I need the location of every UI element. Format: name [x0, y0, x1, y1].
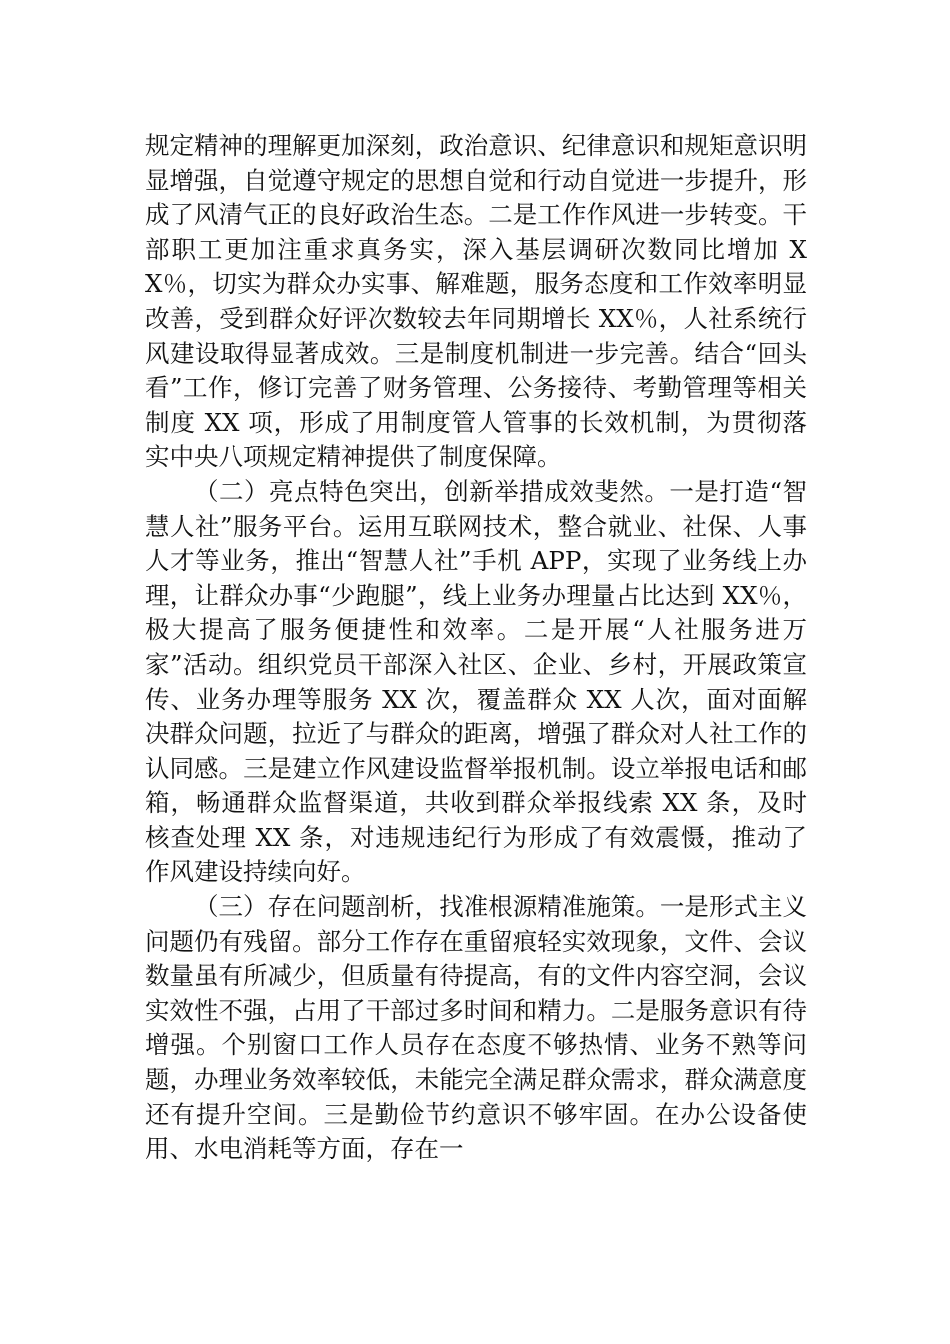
document-body: [145, 129, 807, 1167]
paragraph-continued: 规定精神的理解更加深刻，政治意识、纪律意识和规矩意识明显增强，自觉遵守规定的思想自觉和行动自觉进一步提升，形成了风清气正的良好政治生态。二是工作作风进一步转变。干部职工更加注重求真务实，深入基层调研次数同比增加 XX％，切实为群众办实事、解难题，服务态度和工作效率明显改善，受到群众好评次数较去年同期增长 XX％，人社系统行风建设取得显著成效。三是制度机制进一步完善。结合“回头看”工作，修订完善了财务管理、公务接待、考勤管理等相关制度 XX 项，形成了用制度管人管事的长效机制，为贯彻落实中央八项规定精神提供了制度保障。: [145, 131, 807, 472]
paragraph-problems: （三）存在问题剖析，找准根源精准施策。一是形式主义问题仍有残留。部分工作存在重留痕轻实效现象，文件、会议数量虽有所减少，但质量有待提高，有的文件内容空洞，会议实效性不强，占用了干部过多时间和精力。二是服务意识有待增强。个别窗口工作人员存在态度不够热情、业务不熟等问题，办理业务效率较低，未能完全满足群众需求，群众满意度还有提升空间。三是勤俭节约意识不够牢固。在办公设备使用、水电消耗等方面，存在一: [145, 892, 807, 1164]
paragraph-highlights: （二）亮点特色突出，创新举措成效斐然。一是打造“智慧人社”服务平台。运用互联网技术，整合就业、社保、人事人才等业务，推出“智慧人社”手机 APP，实现了业务线上办理，让群众办事“少跑腿”，线上业务办理量占比达到 XX％，极大提高了服务便捷性和效率。二是开展“人社服务进万家”活动。组织党员干部深入社区、企业、乡村，开展政策宣传、业务办理等服务 XX 次，覆盖群众 XX 人次，面对面解决群众问题，拉近了与群众的距离，增强了群众对人社工作的认同感。三是建立作风建设监督举报机制。设立举报电话和邮箱，畅通群众监督渠道，共收到群众举报线索 XX 条，及时核查处理 XX 条，对违规违纪行为形成了有效震慑，推动了作风建设持续向好。: [145, 476, 807, 887]
